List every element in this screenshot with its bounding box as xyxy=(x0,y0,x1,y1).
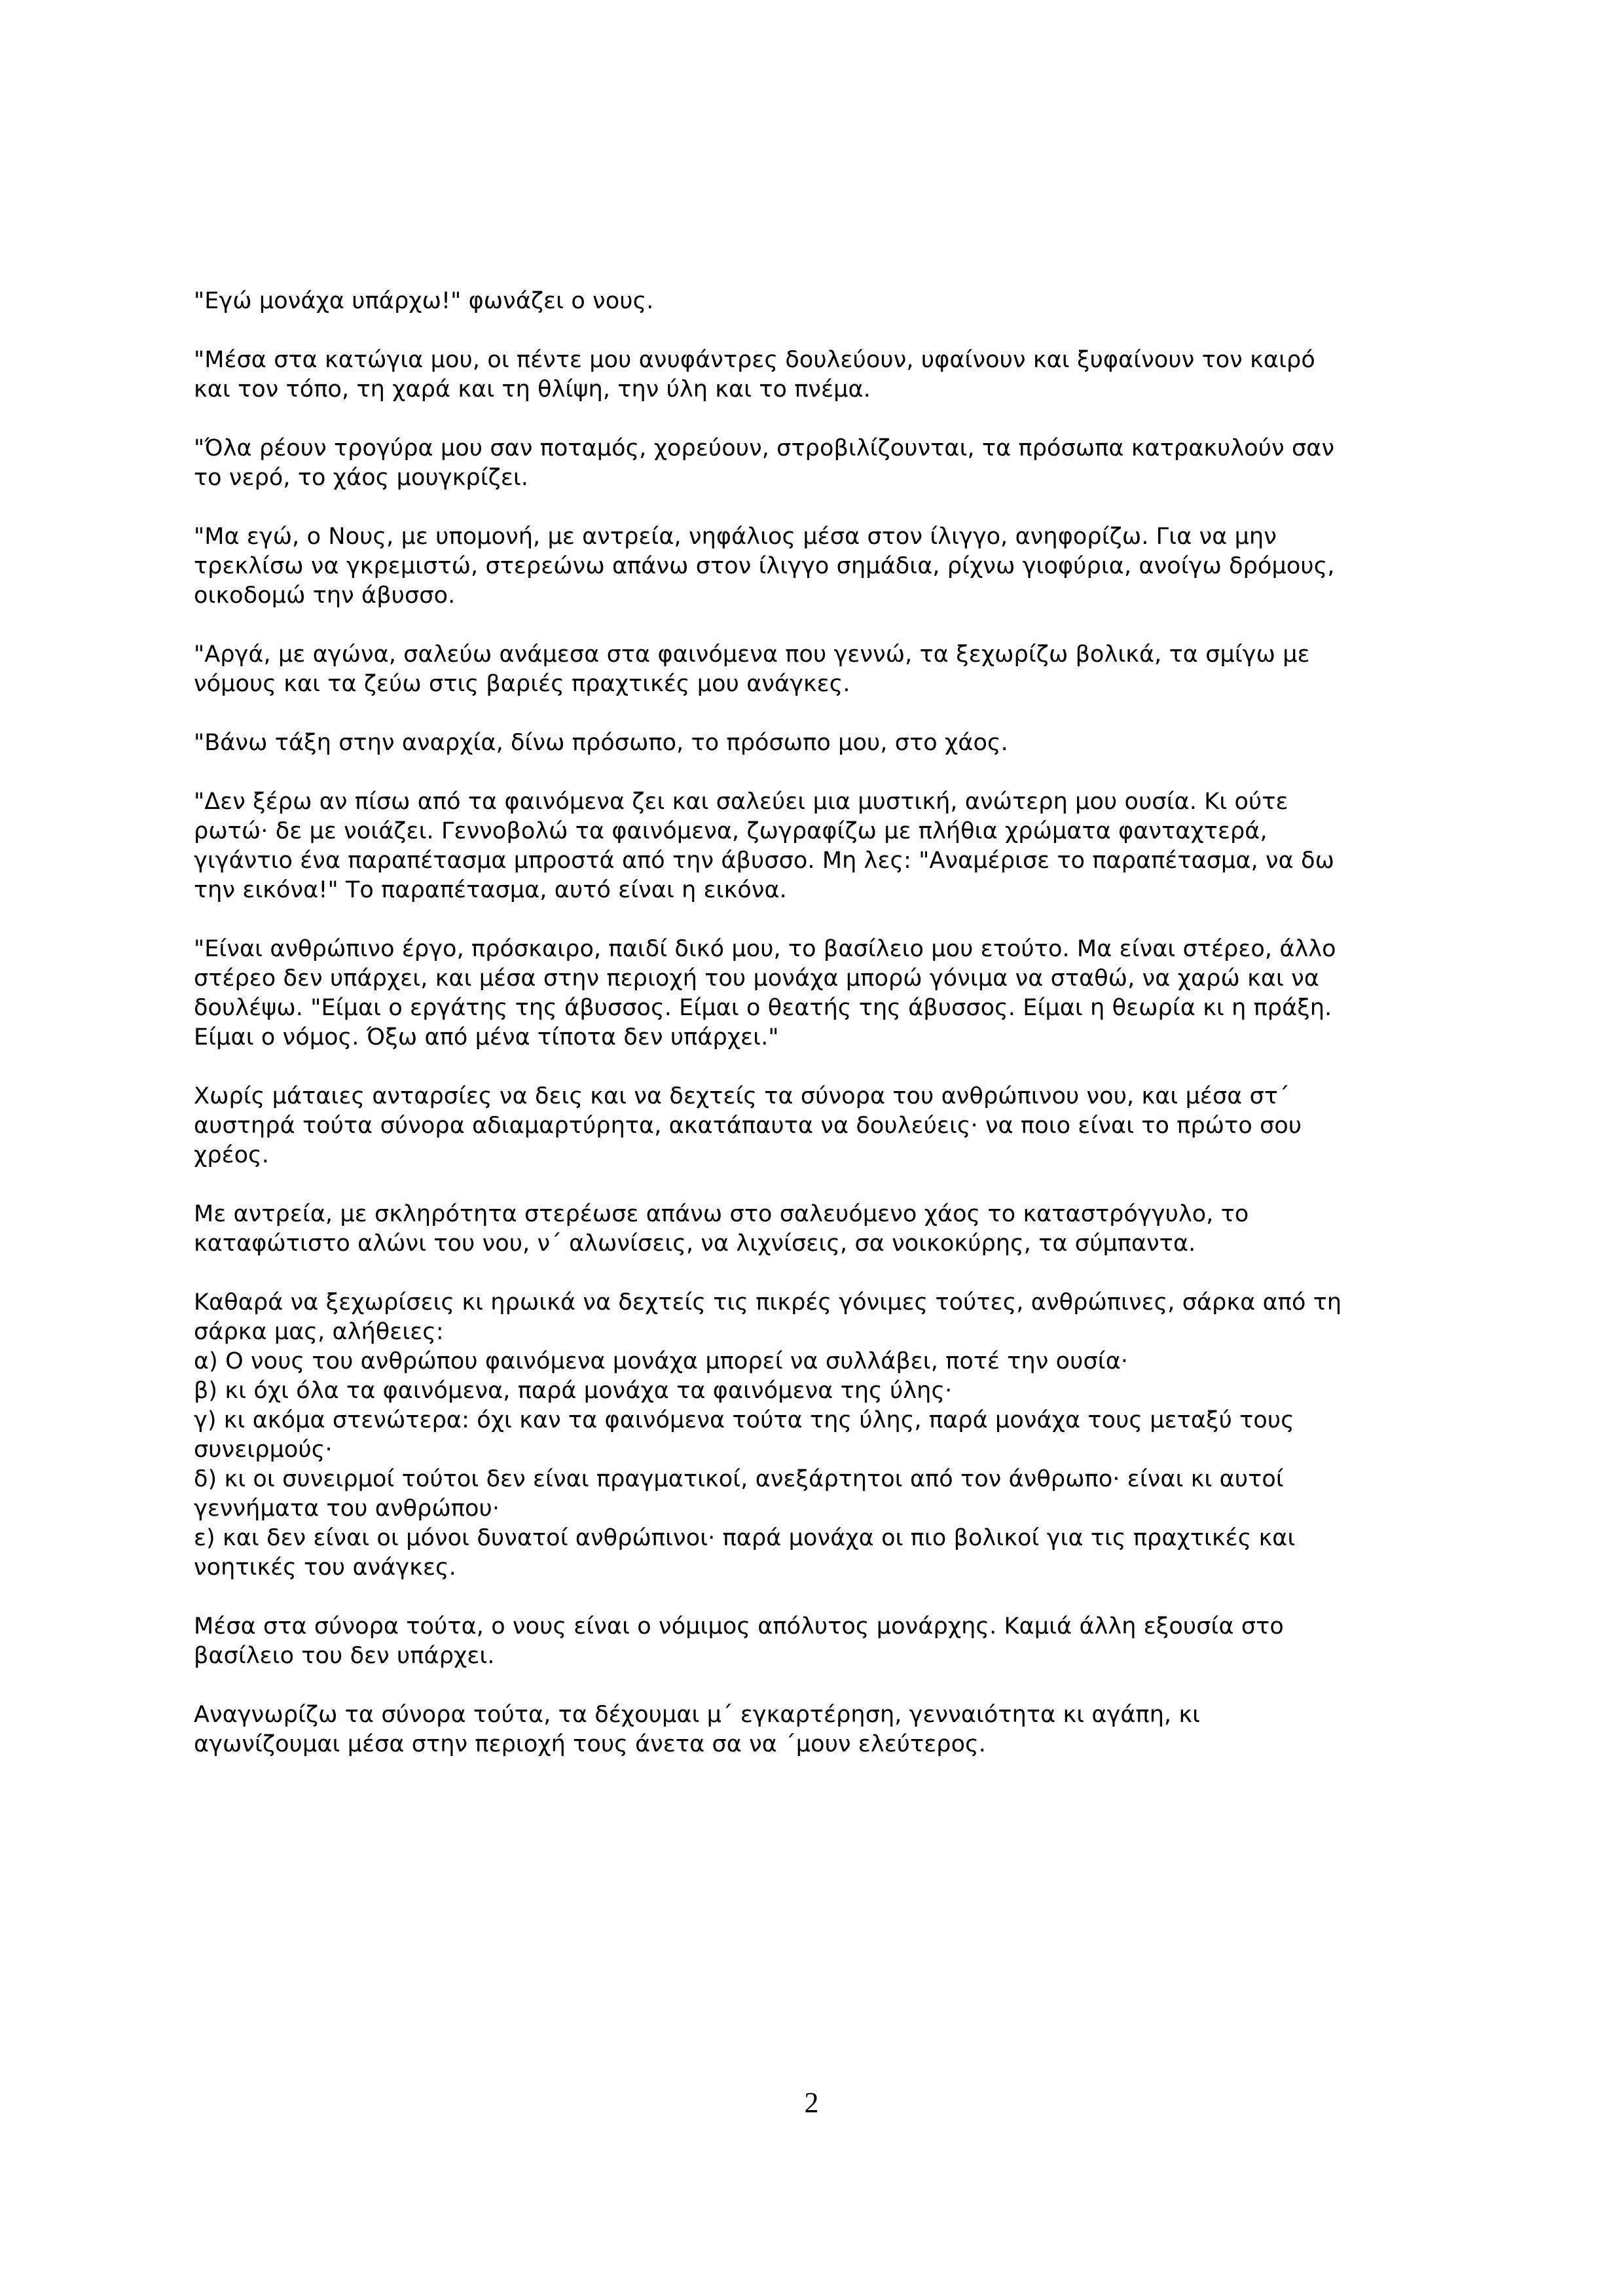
paragraph xyxy=(194,1700,1438,1759)
paragraph xyxy=(194,640,1438,699)
text-line: οικοδομώ την άβυσσο. xyxy=(194,583,456,609)
paragraph xyxy=(194,1612,1438,1671)
text-line: νοητικές του ανάγκες. xyxy=(194,1554,456,1581)
paragraph xyxy=(194,434,1438,493)
paragraph xyxy=(194,522,1438,611)
text-line: γεννήματα του ανθρώπου· xyxy=(194,1496,500,1522)
text-line: γιγάντιο ένα παραπέτασμα μπροστά από την άβυσσο. Μη λες: "Αναμέρισε το παραπέτασμα, να δω xyxy=(194,848,1334,874)
page-number: 2 xyxy=(804,2087,819,2119)
text-line: "Είναι ανθρώπινο έργο, πρόσκαιρο, παιδί δικό μου, το βασίλειο μου ετούτο. Μα είναι στέρεο, άλλο xyxy=(194,936,1336,962)
paragraph xyxy=(194,935,1438,1052)
paragraph xyxy=(194,787,1438,905)
text-line: νόμους και τα ζεύω στις βαριές πραχτικές μου ανάγκες. xyxy=(194,671,850,697)
text-line: ρωτώ· δε με νοιάζει. Γεννοβολώ τα φαινόμενα, ζωγραφίζω με πλήθια χρώματα φανταχτερά, xyxy=(194,818,1267,844)
text-line: "Μέσα στα κατώγια μου, οι πέντε μου ανυφάντρες δουλεύουν, υφαίνουν και ξυφαίνουν τον καιρό xyxy=(194,347,1315,373)
text-line: Είμαι ο νόμος. Όξω από μένα τίποτα δεν υπάρχει." xyxy=(194,1024,779,1050)
text-line: β) κι όχι όλα τα φαινόμενα, παρά μονάχα τα φαινόμενα της ύλης· xyxy=(194,1378,953,1404)
text-line: Χωρίς μάταιες ανταρσίες να δεις και να δεχτείς τα σύνορα του ανθρώπινου νου, και μέσα στ΄ xyxy=(194,1083,1290,1109)
text-line: σάρκα μας, αλήθειες: xyxy=(194,1319,444,1345)
text-line: δουλέψω. "Είμαι ο εργάτης της άβυσσος. Είμαι ο θεατής της άβυσσος. Είμαι η θεωρία κι η πράξη. xyxy=(194,995,1332,1021)
text-line: γ) κι ακόμα στενώτερα: όχι καν τα φαινόμενα τούτα της ύλης, παρά μονάχα τους μεταξύ τους xyxy=(194,1407,1294,1433)
text-line: καταφώτιστο αλώνι του νου, ν΄ αλωνίσεις, να λιχνίσεις, σα νοικοκύρης, τα σύμπαντα. xyxy=(194,1230,1196,1257)
paragraph xyxy=(194,1288,1438,1583)
paragraph xyxy=(194,287,1438,316)
text-line: αυστηρά τούτα σύνορα αδιαμαρτύρητα, ακατάπαυτα να δουλεύεις· να ποιο είναι το πρώτο σου xyxy=(194,1113,1302,1139)
text-line: "Όλα ρέουν τρογύρα μου σαν ποταμός, χορεύουν, στροβιλίζουνται, τα πρόσωπα κατρακυλούν σαν xyxy=(194,435,1335,461)
text-line: το νερό, το χάος μουγκρίζει. xyxy=(194,465,529,491)
text-line: "Μα εγώ, ο Νους, με υπομονή, με αντρεία, νηφάλιος μέσα στον ίλιγγο, ανηφορίζω. Για να μην xyxy=(194,524,1277,550)
text-line: Καθαρά να ξεχωρίσεις κι ηρωικά να δεχτείς τις πικρές γόνιμες τούτες, ανθρώπινες, σάρκα από τη xyxy=(194,1289,1342,1316)
text-line: Με αντρεία, με σκληρότητα στερέωσε απάνω στο σαλευόμενο χάος το καταστρόγγυλο, το xyxy=(194,1201,1249,1227)
text-line: Αναγνωρίζω τα σύνορα τούτα, τα δέχουμαι μ΄ εγκαρτέρηση, γενναιότητα κι αγάπη, κι xyxy=(194,1702,1201,1728)
text-line: την εικόνα!" Το παραπέτασμα, αυτό είναι η εικόνα. xyxy=(194,877,787,903)
paragraph xyxy=(194,1200,1438,1259)
paragraph xyxy=(194,728,1438,758)
text-line: αγωνίζουμαι μέσα στην περιοχή τους άνετα σα να ΄μουν ελεύτερος. xyxy=(194,1731,987,1757)
text-line: Μέσα στα σύνορα τούτα, ο νους είναι ο νόμιμος απόλυτος μονάρχης. Καμιά άλλη εξουσία στο xyxy=(194,1613,1284,1640)
text-line: στέρεο δεν υπάρχει, και μέσα στην περιοχή του μονάχα μπορώ γόνιμα να σταθώ, να χαρώ και να xyxy=(194,965,1320,992)
text-line: και τον τόπο, τη χαρά και τη θλίψη, την ύλη και το πνέμα. xyxy=(194,376,871,403)
text-line: συνειρμούς· xyxy=(194,1437,333,1463)
paragraph xyxy=(194,346,1438,404)
text-line: "Δεν ξέρω αν πίσω από τα φαινόμενα ζει και σαλεύει μια μυστική, ανώτερη μου ουσία. Κι ούτε xyxy=(194,789,1288,815)
text-line: ε) και δεν είναι οι μόνοι δυνατοί ανθρώπινοι· παρά μονάχα οι πιο βολικοί για τις πραχτικές και xyxy=(194,1525,1296,1551)
text-line: χρέος. xyxy=(194,1142,270,1168)
paragraph xyxy=(194,1082,1438,1170)
text-line: βασίλειο του δεν υπάρχει. xyxy=(194,1643,495,1669)
text-line: "Αργά, με αγώνα, σαλεύω ανάμεσα στα φαινόμενα που γεννώ, τα ξεχωρίζω βολικά, τα σμίγω με xyxy=(194,641,1310,668)
document-body xyxy=(194,287,1438,1759)
text-line: "Εγώ μονάχα υπάρχω!" φωνάζει ο νους. xyxy=(194,288,654,314)
text-line: τρεκλίσω να γκρεμιστώ, στερεώνω απάνω στον ίλιγγο σημάδια, ρίχνω γιοφύρια, ανοίγω δρόμους, xyxy=(194,553,1335,579)
text-line: α) Ο νους του ανθρώπου φαινόμενα μονάχα μπορεί να συλλάβει, ποτέ την ουσία· xyxy=(194,1348,1129,1374)
text-line: δ) κι οι συνειρμοί τούτοι δεν είναι πραγματικοί, ανεξάρτητοι από τον άνθρωπο· είναι κι αυτοί xyxy=(194,1466,1284,1492)
text-line: "Βάνω τάξη στην αναρχία, δίνω πρόσωπο, το πρόσωπο μου, στο χάος. xyxy=(194,730,1008,756)
